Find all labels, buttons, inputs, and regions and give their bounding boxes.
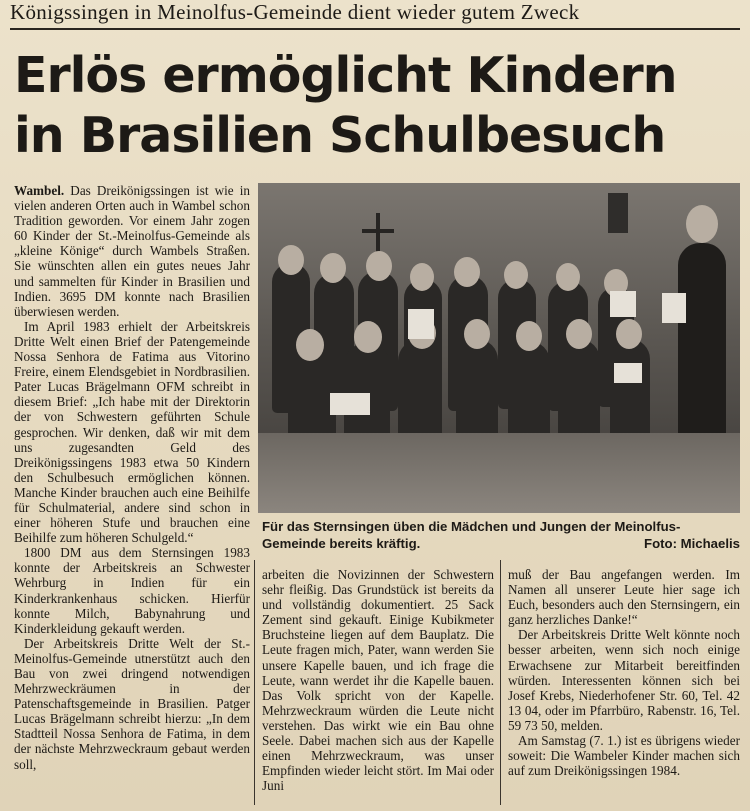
article-paragraph: arbeiten die Novizinnen der Schwestern sehr fleißig. Das Grundstück ist bereits da und vollständig dokumentiert. 25 Sack Zement sind gekauft. Einige Kubikmeter Bruchsteine liegen auf dem Bauplatz. Die Leute fragen mich, Pater, wann werden Sie unsere Kapelle bauen, und ich frage die Leute, wann werdet ihr die Kapelle bauen. Das Volk spricht von der Kapelle. Mehrzweckraum würden die Leute nicht verstehen. Das wirkt wie ein Bau ohne Seele. Dabei machen sich aus der Kapelle einen Mehrzweckraum, was unser Empfinden wieder leicht stört. Im Mai oder Juni bbox=[262, 567, 494, 794]
article-headline bbox=[14, 46, 734, 166]
photo-caption-text: Für das Sternsingen üben die Mädchen und Jungen der Meinolfus-Gemeinde bereits kräftig. bbox=[262, 519, 681, 551]
photo-teacher-head bbox=[686, 205, 718, 243]
photo-child-head bbox=[616, 319, 642, 349]
article-paragraph: Der Arbeitskreis Dritte Welt der St.-Meinolfus-Gemeinde utnerstützt auch den Bau von zwei dringend notwendigen Mehrzweckräumen in der Patenschaftsgemeinde in Brasilien. Patger Lucas Brägelmann schreibt hierzu: „In dem Stadtteil Nossa Senhora de Fatima, in dem der nächste Mehrzweckraum gebaut werden soll, bbox=[14, 635, 250, 772]
photo-song-sheet bbox=[614, 363, 642, 383]
photo-child-head bbox=[504, 261, 528, 289]
photo-child-head bbox=[366, 251, 392, 281]
article-paragraph: Im April 1983 erhielt der Arbeitskreis Dritte Welt einen Brief der Patengemeinde Nossa Senhora de Fatima aus Vitorino Freire, einem Elendsgebiet in Nordbrasilien. Pater Lucas Brägelmann OFM schreibt in diesem Brief: „Ich habe mit der Direktorin der von Schwestern geführten Schule gesprochen. Wir denken, daß wir mit dem uns zugesandten Geld des Dreikönigssingens 1983 etwa 50 Kindern den Schulbesuch ermöglichen können. Manche Kinder brauchen auch eine Beihilfe für Schulmaterial, andere sind schon in einer höheren Stufe und brauchen eine Beihilfe zum höheren Schulgeld.“ bbox=[14, 318, 250, 546]
article-paragraph: muß der Bau angefangen werden. Im Namen all unserer Leute hier sage ich Euch, besonders auch den Sternsingern, ein ganz herzliches Danke!“ bbox=[508, 567, 740, 628]
article-kicker: Königssingen in Meinolfus-Gemeinde dient wieder gutem Zweck bbox=[10, 0, 580, 24]
photo-child-head bbox=[320, 253, 346, 283]
headline-line-1: Erlös ermöglicht Kindern bbox=[14, 47, 677, 104]
photo-child-head bbox=[296, 329, 324, 361]
paragraph-1-text: Das Dreikönigssingen ist wie in vielen anderen Orten auch in Wambel schon Tradition geworden. Vor einem Jahr zogen 60 Kinder der St.-Meinolfus-Gemeinde als „kleine Könige“ durch Wambels Straßen. Sie wünschten allen ein gutes neues Jahr und sammelten für Kinder in Brasilien und Indien. 3695 DM konnte nach Brasilien überwiesen werden. bbox=[14, 183, 250, 319]
photo-credit: Foto: Michaelis bbox=[644, 536, 740, 551]
photo-caption bbox=[262, 518, 740, 552]
article-photo bbox=[258, 183, 740, 513]
photo-child-head bbox=[410, 263, 434, 291]
article-column-1 bbox=[14, 183, 250, 772]
photo-child-head bbox=[464, 319, 490, 349]
dateline: Wambel. bbox=[14, 183, 65, 198]
column-divider bbox=[500, 560, 501, 805]
photo-wall-cross-bar bbox=[362, 229, 394, 233]
photo-child-head bbox=[454, 257, 480, 287]
kicker-divider bbox=[10, 28, 740, 30]
photo-song-sheet bbox=[408, 309, 434, 339]
photo-speaker-box bbox=[608, 193, 628, 233]
photo-teacher-sheet bbox=[662, 293, 686, 323]
photo-child-head bbox=[566, 319, 592, 349]
article-column-3 bbox=[508, 567, 740, 778]
article-paragraph bbox=[14, 183, 250, 319]
article-paragraph: 1800 DM aus dem Sternsingen 1983 konnte der Arbeitskreis an Schwester Wehrburg in Indien für ein Kinderkrankenhaus schicken. Hierfür konnte Milch, Babynahrung und Kinderkleidung gekauft werden. bbox=[14, 545, 250, 636]
article-paragraph: Der Arbeitskreis Dritte Welt könnte noch besser arbeiten, wenn sich noch einige Erwachsene zur Mitarbeit bereitfinden würden. Interessenten können sich bei Josef Krebs, Niederhofener Str. 60, Tel. 42 13 04, oder im Pfarrbüro, Rabenstr. 16, Tel. 59 73 50, melden. bbox=[508, 627, 740, 733]
photo-child-head bbox=[516, 321, 542, 351]
photo-child-head bbox=[556, 263, 580, 291]
photo-song-sheet bbox=[610, 291, 636, 317]
column-divider bbox=[254, 560, 255, 805]
photo-song-sheet bbox=[330, 393, 370, 415]
article-column-2 bbox=[262, 567, 494, 793]
headline-line-2: in Brasilien Schulbesuch bbox=[14, 107, 666, 164]
photo-floor bbox=[258, 433, 740, 513]
article-paragraph: Am Samstag (7. 1.) ist es übrigens wieder soweit: Die Wambeler Kinder machen sich auf zum Dreikönigssingen 1984. bbox=[508, 733, 740, 779]
photo-child-head bbox=[278, 245, 304, 275]
photo-child-head bbox=[354, 321, 382, 353]
